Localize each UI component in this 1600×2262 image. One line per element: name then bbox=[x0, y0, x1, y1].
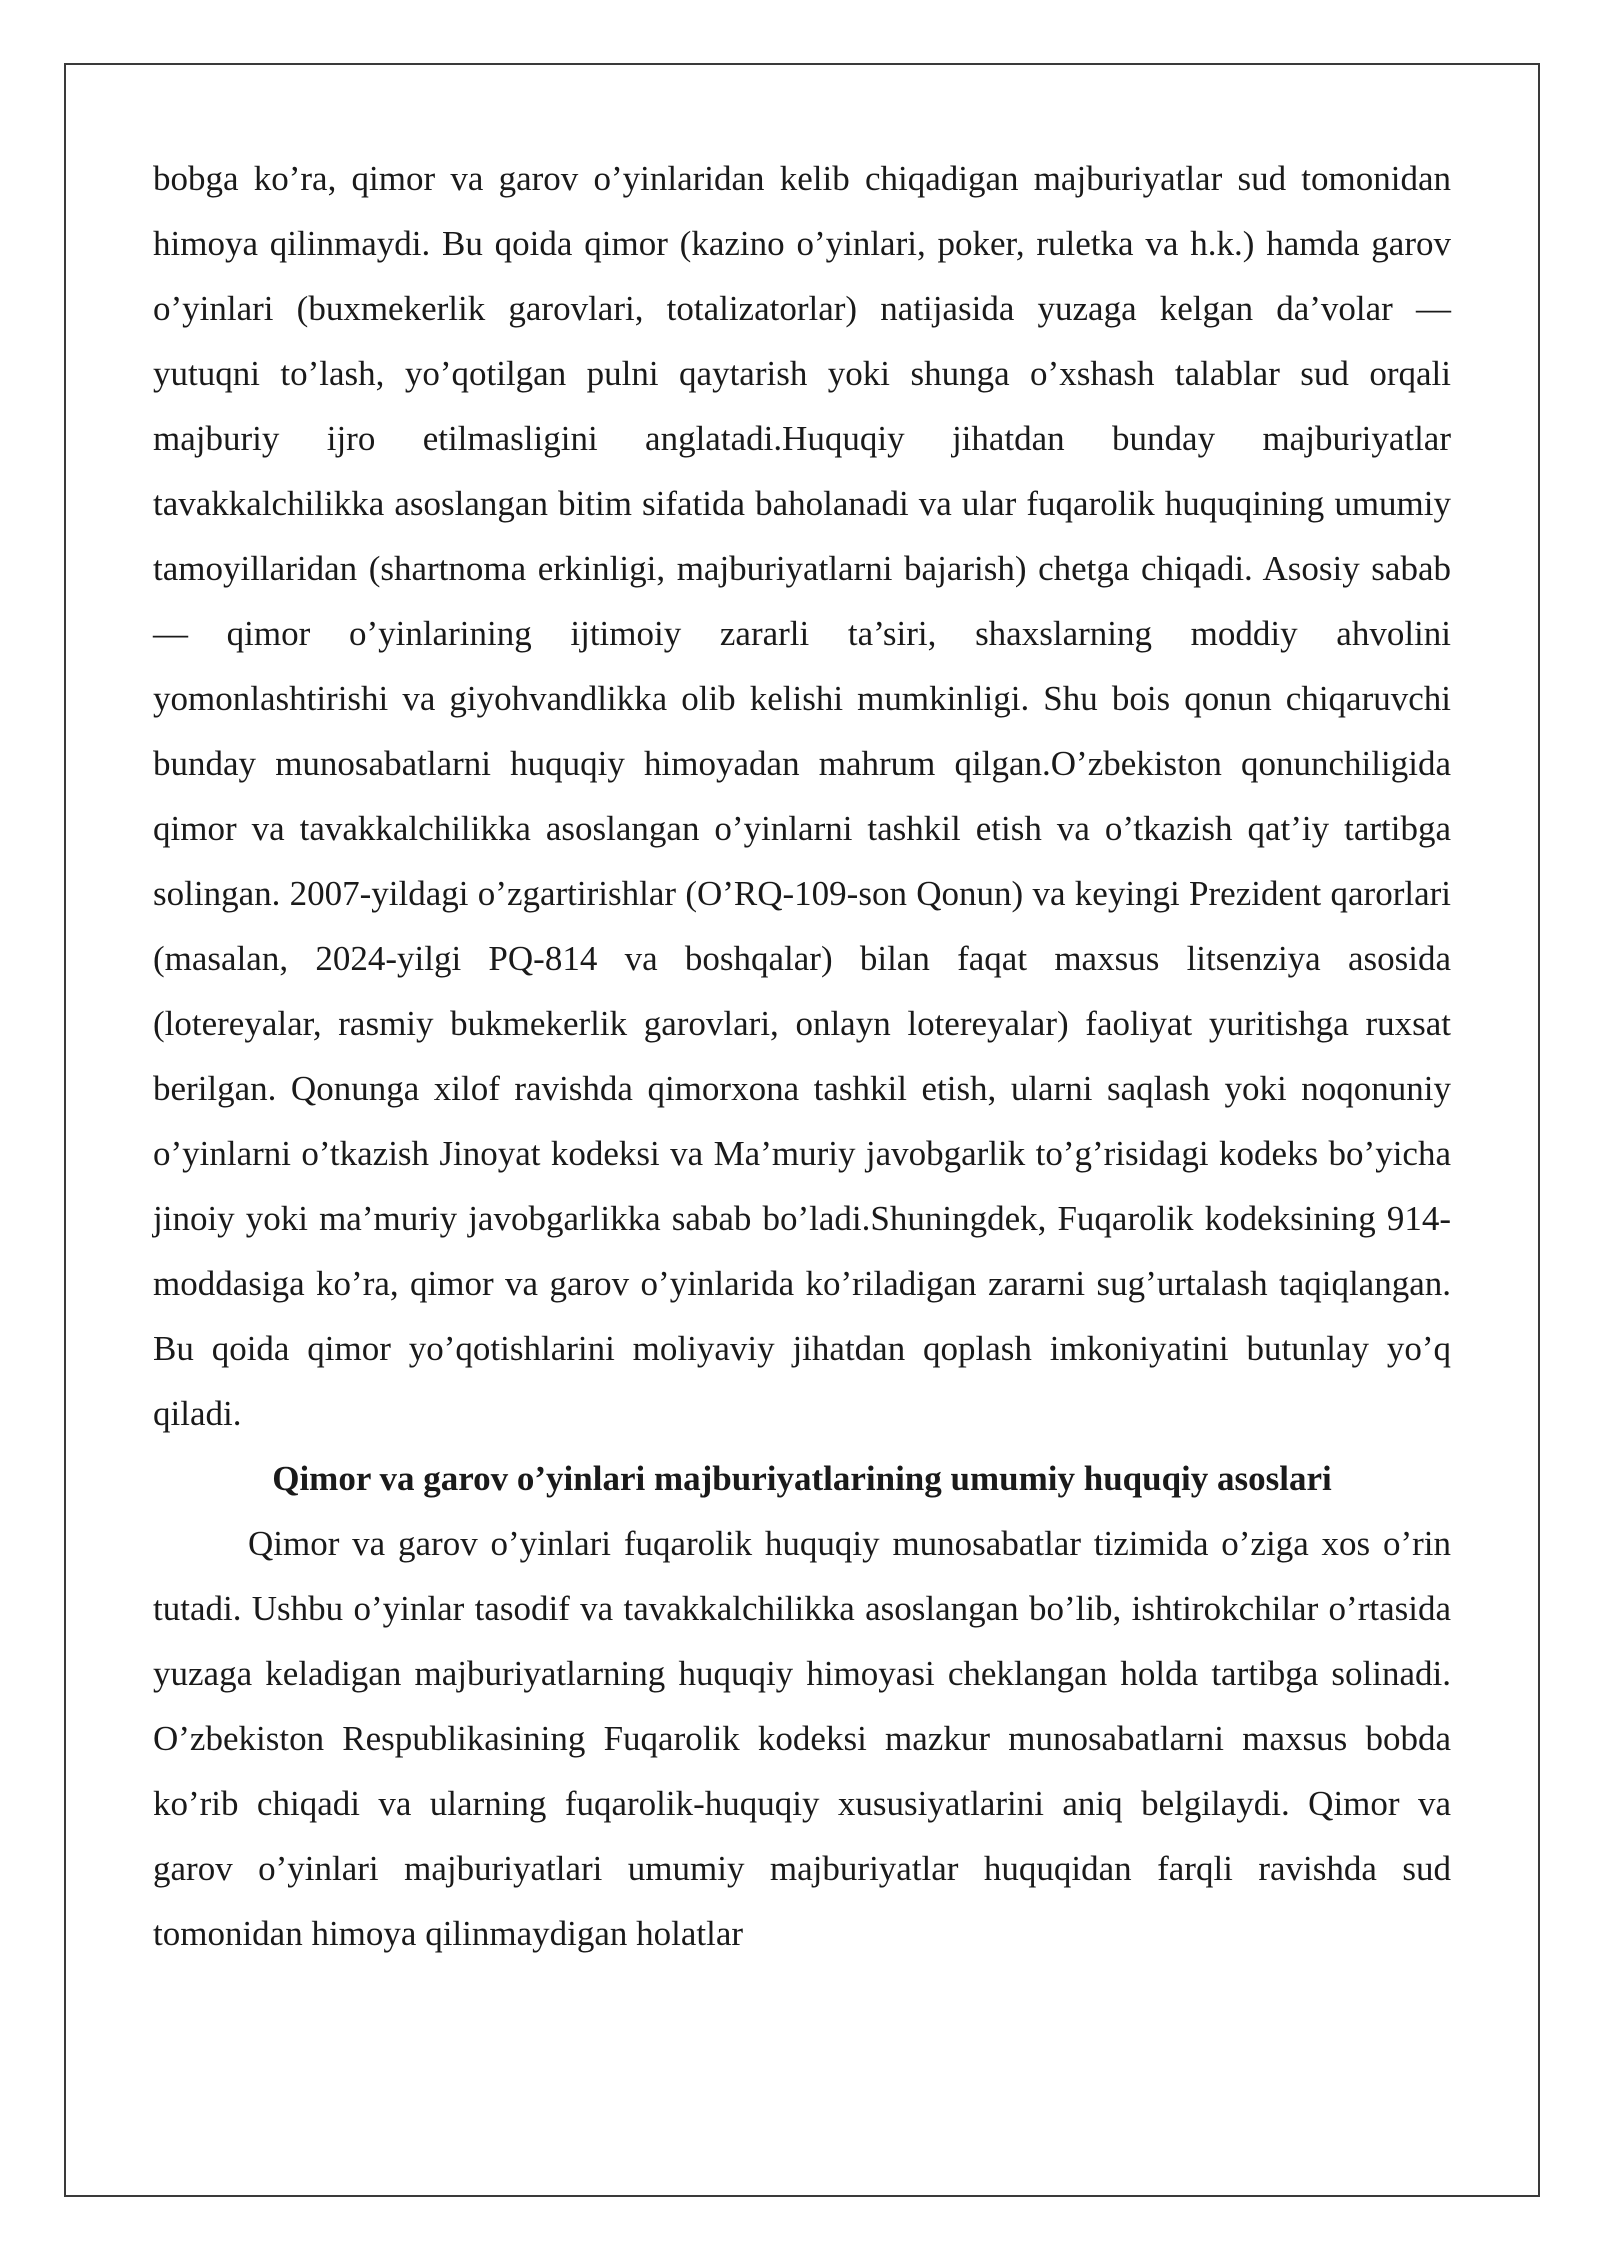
section-heading: Qimor va garov o’yinlari majburiyatlarining umumiy huquqiy asoslari bbox=[272, 1459, 1332, 1498]
document-body bbox=[153, 146, 1451, 1966]
body-paragraph: Qimor va garov o’yinlari fuqarolik huquqiy munosabatlar tizimida o’ziga xos o’rin tutadi. Ushbu o’yinlar tasodif va tavakkalchilikka asoslangan bo’lib, ishtirokchilar o’rtasida yuzaga keladigan majburiyatlarning huquqiy himoyasi cheklangan holda tartibga solinadi. O’zbekiston Respublikasining Fuqarolik kodeksi mazkur munosabatlarni maxsus bobda ko’rib chiqadi va ularning fuqarolik-huquqiy xususiyatlarini aniq belgilaydi. Qimor va garov o’yinlari majburiyatlari umumiy majburiyatlar huquqidan farqli ravishda sud tomonidan himoya qilinmaydigan holatlar bbox=[153, 1524, 1451, 1953]
body-paragraph: bobga ko’ra, qimor va garov o’yinlaridan kelib chiqadigan majburiyatlar sud tomonidan himoya qilinmaydi. Bu qoida qimor (kazino o’yinlari, poker, ruletka va h.k.) hamda garov o’yinlari (buxmekerlik garovlari, totalizatorlar) natijasida yuzaga kelgan da’volar — yutuqni to’lash, yo’qotilgan pulni qaytarish yoki shunga o’xshash talablar sud orqali majburiy ijro etilmasligini anglatadi.Huquqiy jihatdan bunday majburiyatlar tavakkalchilikka asoslangan bitim sifatida baholanadi va ular fuqarolik huquqining umumiy tamoyillaridan (shartnoma erkinligi, majburiyatlarni bajarish) chetga chiqadi. Asosiy sabab — qimor o’yinlarining ijtimoiy zararli ta’siri, shaxslarning moddiy ahvolini yomonlashtirishi va giyohvandlikka olib kelishi mumkinligi. Shu bois qonun chiqaruvchi bunday munosabatlarni huquqiy himoyadan mahrum qilgan.O’zbekiston qonunchiligida qimor va tavakkalchilikka asoslangan o’yinlarni tashkil etish va o’tkazish qat’iy tartibga solingan. 2007-yildagi o’zgartirishlar (O’RQ-109-son Qonun) va keyingi Prezident qarorlari (masalan, 2024-yilgi PQ-814 va boshqalar) bilan faqat maxsus litsenziya asosida (lotereyalar, rasmiy bukmekerlik garovlari, onlayn lotereyalar) faoliyat yuritishga ruxsat berilgan. Qonunga xilof ravishda qimorxona tashkil etish, ularni saqlash yoki noqonuniy o’yinlarni o’tkazish Jinoyat kodeksi va Ma’muriy javobgarlik to’g’risidagi kodeks bo’yicha jinoiy yoki ma’muriy javobgarlikka sabab bo’ladi.Shuningdek, Fuqarolik kodeksining 914-moddasiga ko’ra, qimor va garov o’yinlarida ko’riladigan zararni sug’urtalash taqiqlangan. Bu qoida qimor yo’qotishlarini moliyaviy jihatdan qoplash imkoniyatini butunlay yo’q qiladi. bbox=[153, 159, 1451, 1433]
